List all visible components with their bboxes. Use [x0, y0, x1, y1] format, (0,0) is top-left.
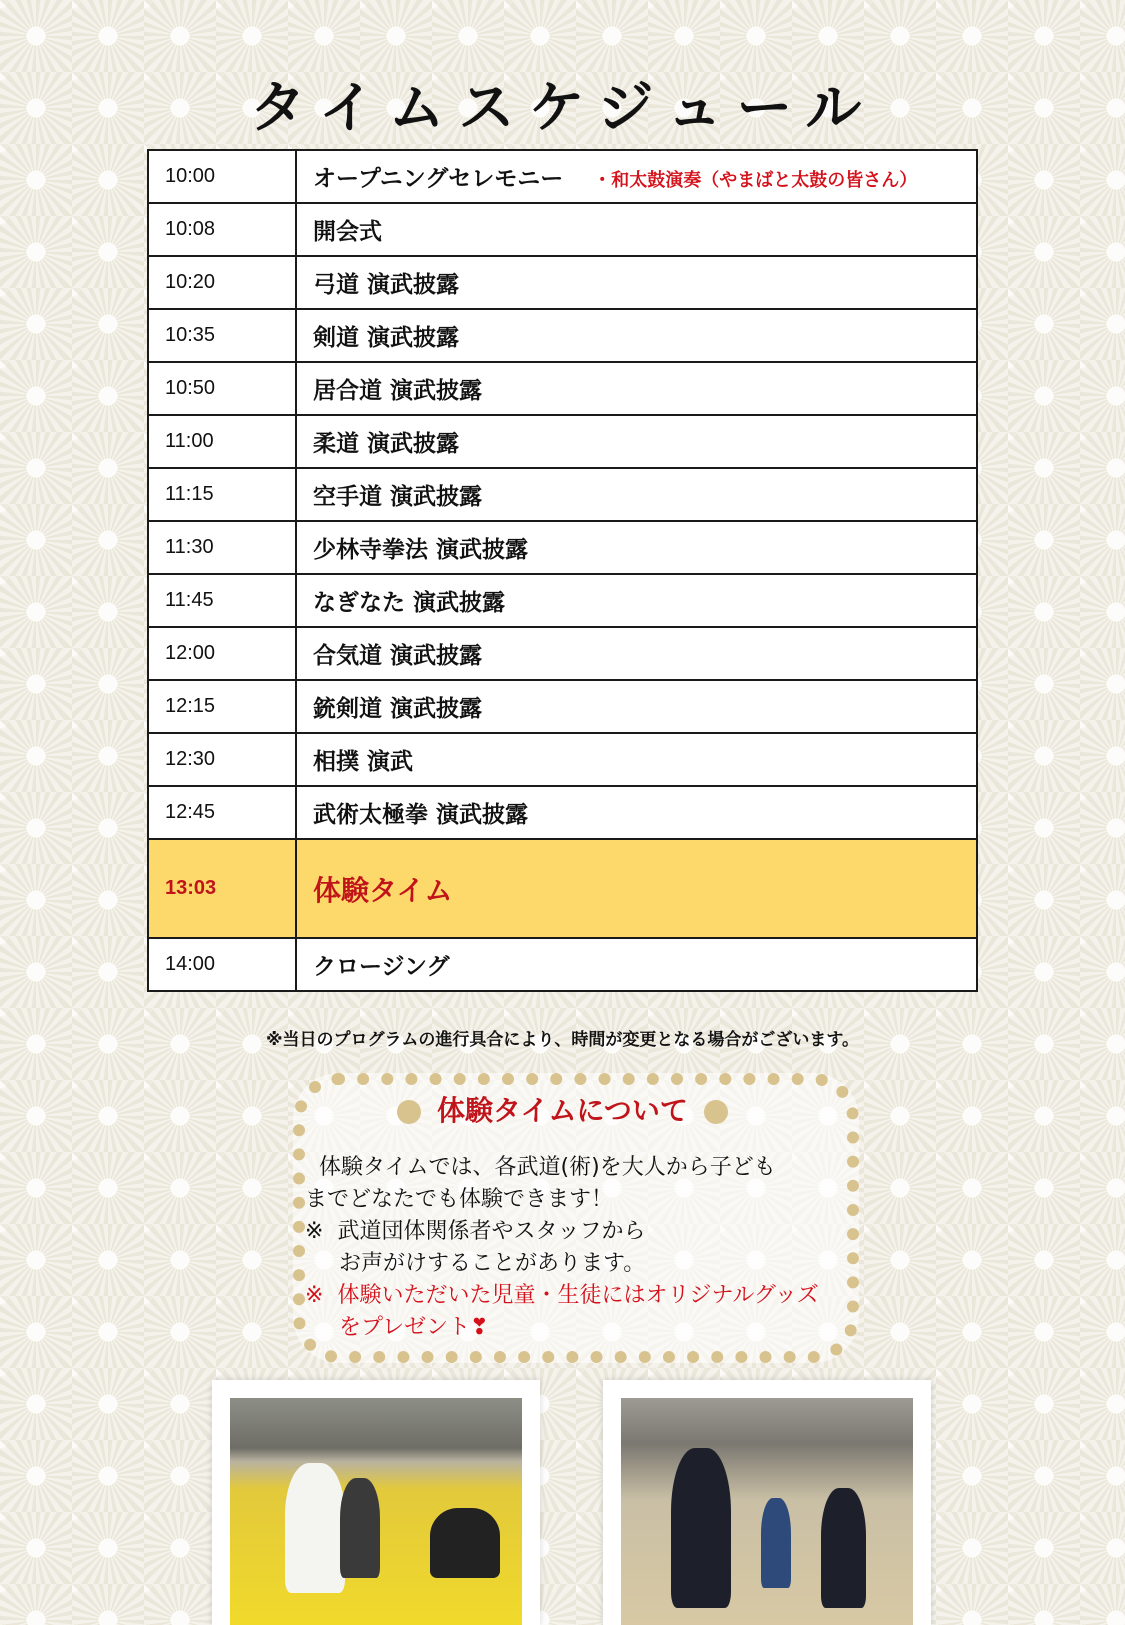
- info-line: までどなたでも体験できます！: [305, 1187, 614, 1212]
- table-row: [148, 680, 977, 733]
- table-row: [148, 203, 977, 256]
- table-row: [148, 150, 977, 203]
- info-title-text: 体験タイムについて: [437, 1094, 688, 1127]
- judo-photo-image: [230, 1398, 522, 1625]
- event-cell: なぎなた 演武披露: [296, 574, 977, 627]
- figure-shape: [761, 1498, 791, 1588]
- time-cell: 11:00: [148, 415, 296, 468]
- info-title: [0, 1089, 1125, 1129]
- info-line: をプレゼント❣: [339, 1315, 489, 1340]
- event-cell: 開会式: [296, 203, 977, 256]
- time-cell: 10:08: [148, 203, 296, 256]
- table-row: [148, 468, 977, 521]
- info-line: お声がけすることがあります。: [339, 1251, 646, 1276]
- figure-shape: [285, 1463, 345, 1593]
- dot-icon: [704, 1100, 728, 1124]
- info-line: [305, 1152, 845, 1184]
- event-cell: [296, 150, 977, 203]
- table-row: [148, 938, 977, 991]
- kendo-photo-image: [621, 1398, 913, 1625]
- event-cell: 少林寺拳法 演武披露: [296, 521, 977, 574]
- figure-shape: [821, 1488, 866, 1608]
- event-cell: 居合道 演武披露: [296, 362, 977, 415]
- figure-shape: [430, 1508, 500, 1578]
- event-cell: 空手道 演武披露: [296, 468, 977, 521]
- time-cell: 14:00: [148, 938, 296, 991]
- note-mark: ※: [305, 1219, 324, 1244]
- event-cell: 体験タイム: [296, 839, 977, 938]
- time-cell: 11:45: [148, 574, 296, 627]
- time-cell: 12:15: [148, 680, 296, 733]
- table-row: [148, 256, 977, 309]
- figure-shape: [671, 1448, 731, 1608]
- time-cell: 12:45: [148, 786, 296, 839]
- time-cell: 11:15: [148, 468, 296, 521]
- info-text: 武道団体関係者やスタッフから: [337, 1219, 646, 1244]
- table-row: [148, 627, 977, 680]
- event-cell: クロージング: [296, 938, 977, 991]
- time-cell: 11:30: [148, 521, 296, 574]
- dot-icon: [397, 1100, 421, 1124]
- info-body: [305, 1152, 845, 1344]
- time-cell: 10:00: [148, 150, 296, 203]
- event-label: オープニングセレモニー: [313, 166, 564, 192]
- event-cell: 弓道 演武披露: [296, 256, 977, 309]
- info-line: [305, 1280, 845, 1312]
- event-cell: 合気道 演武披露: [296, 627, 977, 680]
- event-cell: 相撲 演武: [296, 733, 977, 786]
- event-cell: 剣道 演武披露: [296, 309, 977, 362]
- schedule-table: [147, 149, 978, 992]
- event-cell: 銃剣道 演武披露: [296, 680, 977, 733]
- table-row: [148, 521, 977, 574]
- figure-shape: [340, 1478, 380, 1578]
- event-cell: 柔道 演武披露: [296, 415, 977, 468]
- schedule-disclaimer: ※当日のプログラムの進行具合により、時間が変更となる場合がございます。: [266, 1030, 859, 1050]
- time-cell: 10:20: [148, 256, 296, 309]
- time-cell: 10:50: [148, 362, 296, 415]
- photo-kendo: [603, 1380, 931, 1625]
- info-line: [305, 1216, 845, 1248]
- note-mark: ※: [305, 1283, 324, 1308]
- info-text: 体験タイムでは、各武道(術)を大人から子ども: [319, 1155, 776, 1180]
- time-cell: 13:03: [148, 839, 296, 938]
- time-cell: 10:35: [148, 309, 296, 362]
- table-row: [148, 574, 977, 627]
- time-cell: 12:30: [148, 733, 296, 786]
- event-note: ・和太鼓演奏（やまばと太鼓の皆さん）: [593, 170, 918, 191]
- table-row: [148, 362, 977, 415]
- time-cell: 12:00: [148, 627, 296, 680]
- table-row: [148, 415, 977, 468]
- photo-judo: [212, 1380, 540, 1625]
- table-row: [148, 786, 977, 839]
- table-row: [148, 309, 977, 362]
- page-title: タイムスケジュール: [249, 75, 876, 141]
- table-row: [148, 733, 977, 786]
- table-row-highlight: [148, 839, 977, 938]
- info-text: 体験いただいた児童・生徒にはオリジナルグッズ: [337, 1283, 819, 1308]
- event-cell: 武術太極拳 演武披露: [296, 786, 977, 839]
